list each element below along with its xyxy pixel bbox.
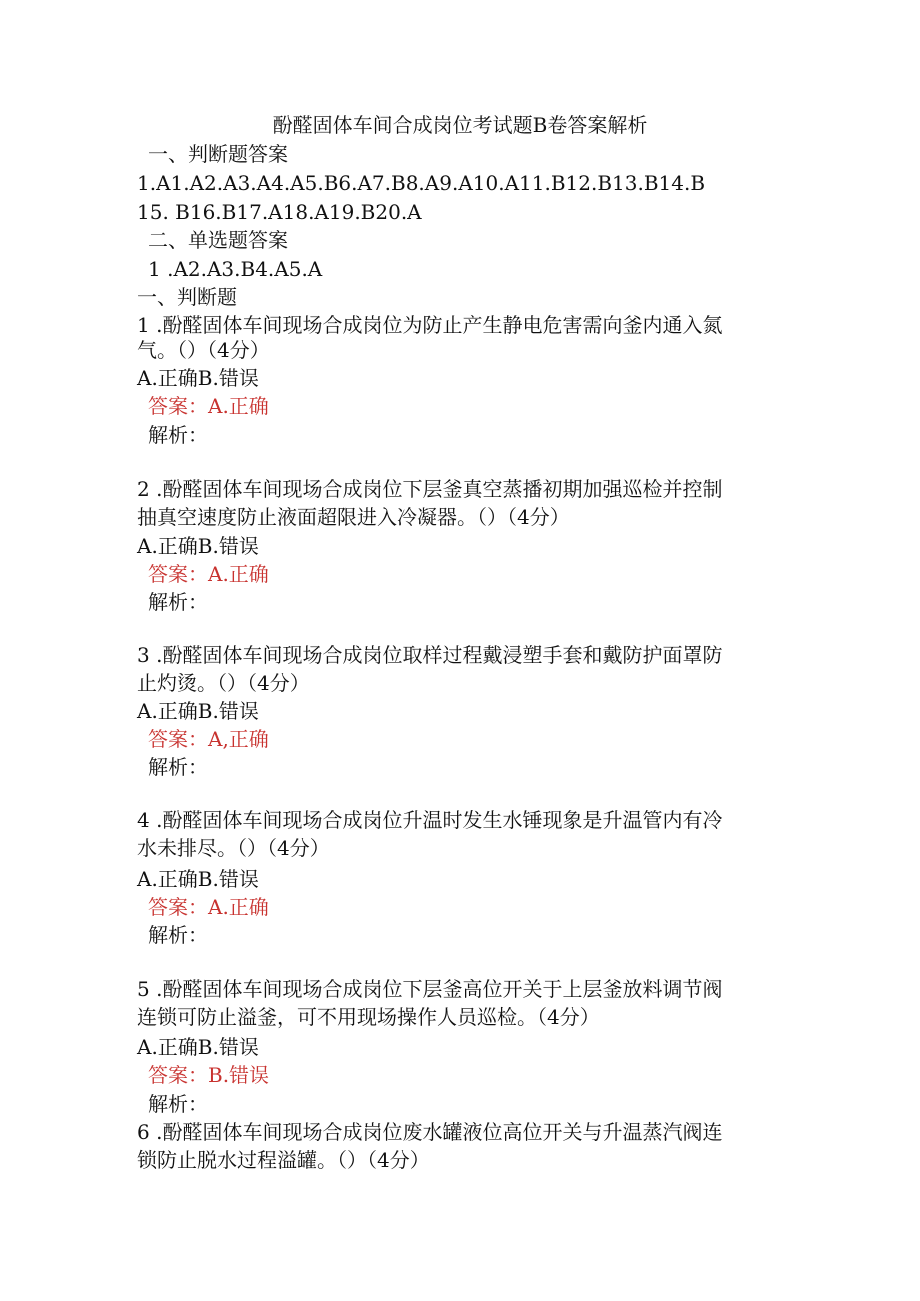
- question-2-analysis: 解析：: [148, 590, 208, 614]
- single-answers-heading: 二、单选题答案: [148, 228, 288, 252]
- question-5-text-line-2: 连锁可防止溢釜，可不用现场操作人员巡检。（4分）: [137, 1005, 600, 1029]
- question-3-text-line-1: 3 .酚醛固体车间现场合成岗位取样过程戴浸塑手套和戴防护面罩防: [137, 643, 723, 667]
- section-heading: 一、判断题: [137, 285, 237, 309]
- question-1-text-line-2: 气。（）（4分）: [137, 338, 270, 362]
- question-4-answer: 答案：A.正确: [148, 895, 269, 919]
- question-2-text-line-2: 抽真空速度防止液面超限进入冷凝器。（）（4分）: [137, 505, 570, 529]
- judge-answers-line-2: 15. B16.B17.A18.A19.B20.A: [137, 200, 422, 224]
- question-4-text-line-2: 水未排尽。（）（4分）: [137, 836, 330, 860]
- question-2-options: A.正确B.错误: [137, 534, 259, 558]
- question-3-analysis: 解析：: [148, 755, 208, 779]
- question-4-text-line-1: 4 .酚醛固体车间现场合成岗位升温时发生水锤现象是升温管内有冷: [137, 808, 723, 832]
- question-5-text-line-1: 5 .酚醛固体车间现场合成岗位下层釜高位开关于上层釜放料调节阀: [137, 977, 723, 1001]
- question-4-options: A.正确B.错误: [137, 867, 259, 891]
- question-3-options: A.正确B.错误: [137, 699, 259, 723]
- question-1-answer: 答案：A.正确: [148, 394, 269, 418]
- question-3-answer: 答案：A,正确: [148, 727, 269, 751]
- page-title: 酚醛固体车间合成岗位考试题B卷答案解析: [272, 113, 648, 137]
- question-6-text-line-1: 6 .酚醛固体车间现场合成岗位废水罐液位高位开关与升温蒸汽阀连: [137, 1120, 723, 1144]
- question-2-answer: 答案：A.正确: [148, 562, 269, 586]
- question-4-analysis: 解析：: [148, 923, 208, 947]
- question-5-options: A.正确B.错误: [137, 1035, 259, 1059]
- question-1-options: A.正确B.错误: [137, 366, 259, 390]
- question-6-text-line-2: 锁防止脱水过程溢罐。（）（4分）: [137, 1148, 430, 1172]
- question-3-text-line-2: 止灼烫。（）（4分）: [137, 671, 310, 695]
- question-1-text-line-1: 1 .酚醛固体车间现场合成岗位为防止产生静电危害需向釜内通入氮: [137, 313, 723, 337]
- single-answers-line-1: 1 .A2.A3.B4.A5.A: [148, 257, 323, 281]
- question-2-text-line-1: 2 .酚醛固体车间现场合成岗位下层釜真空蒸播初期加强巡检并控制: [137, 477, 723, 501]
- question-1-analysis: 解析：: [148, 423, 208, 447]
- judge-answers-heading: 一、判断题答案: [148, 142, 288, 166]
- question-5-answer: 答案：B.错误: [148, 1063, 270, 1087]
- question-5-analysis: 解析：: [148, 1092, 208, 1116]
- judge-answers-line-1: 1.A1.A2.A3.A4.A5.B6.A7.B8.A9.A10.A11.B12.B13.B14.B: [137, 171, 706, 195]
